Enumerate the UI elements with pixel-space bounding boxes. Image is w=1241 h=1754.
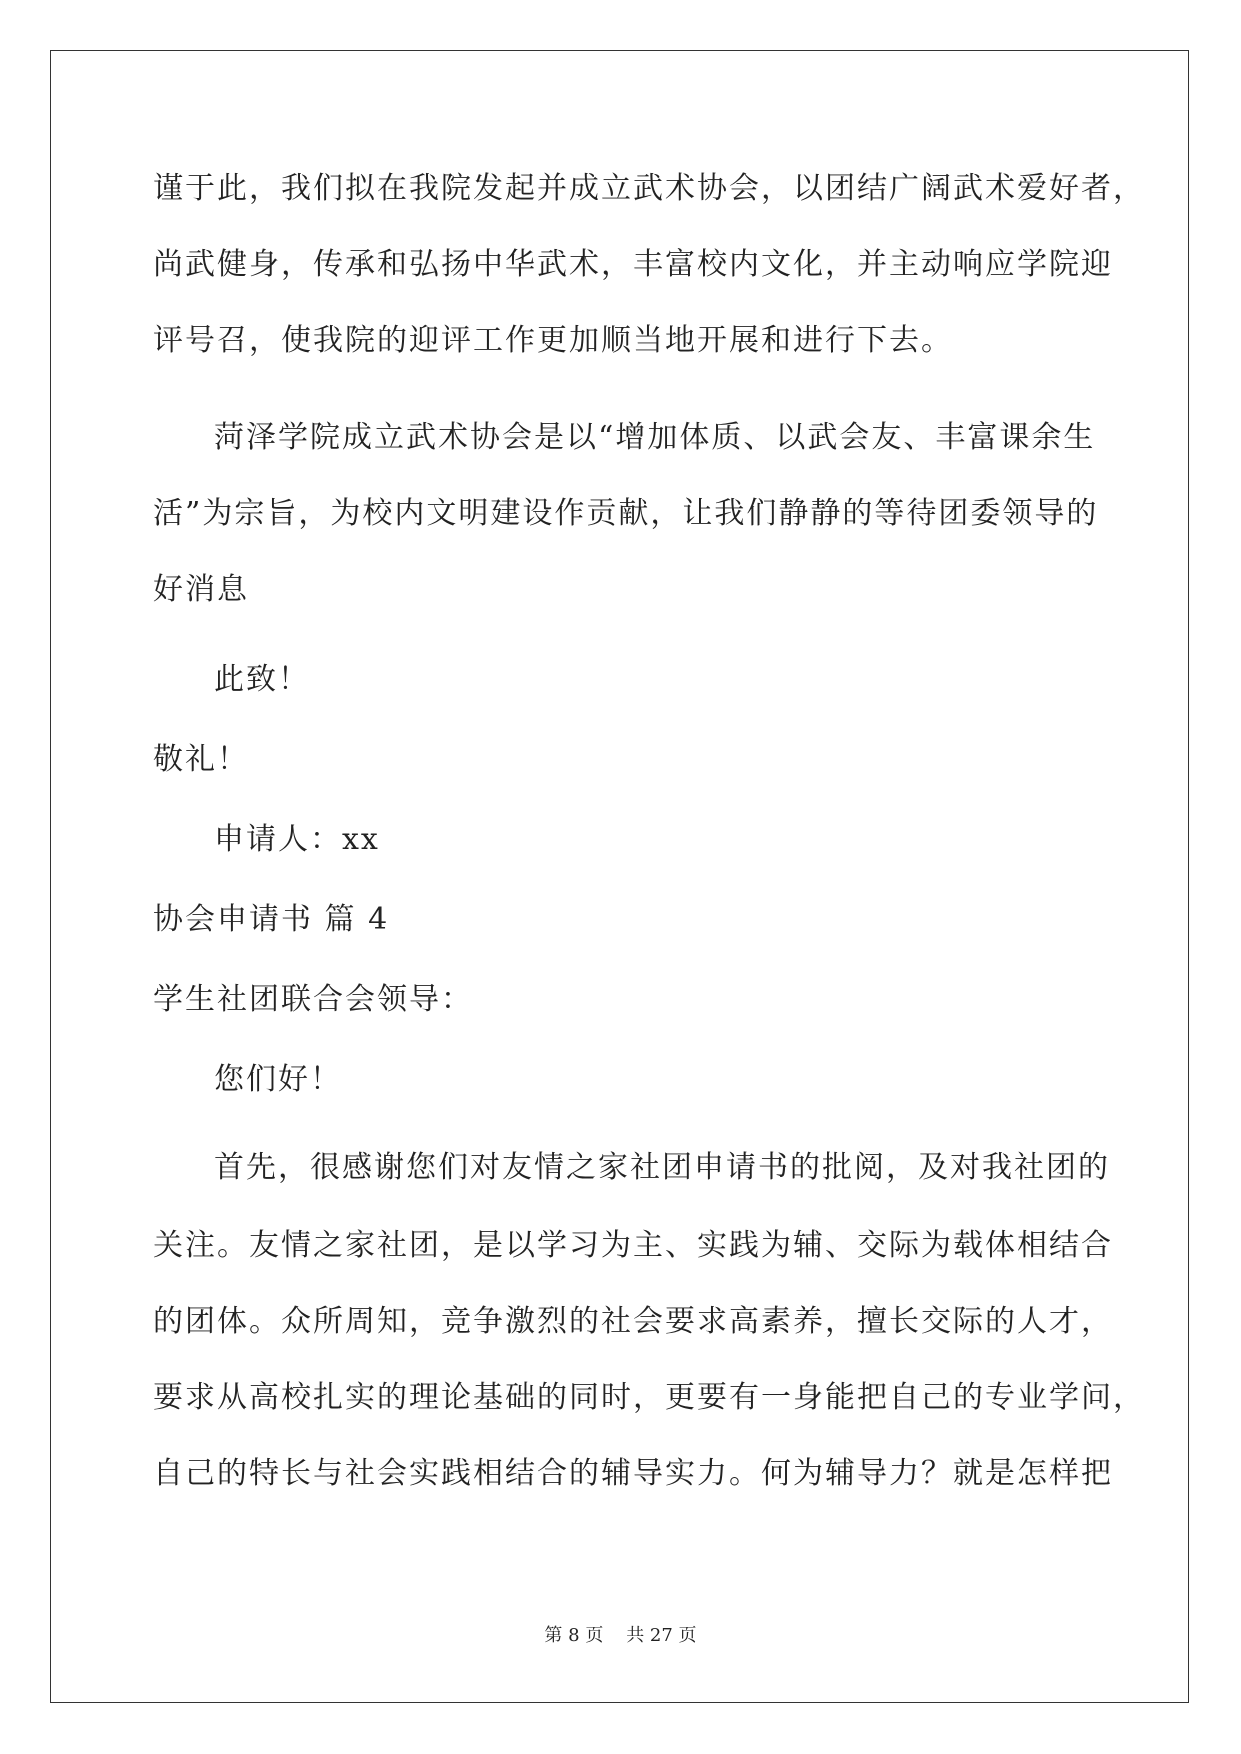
text-line-13: 首先，很感谢您们对友情之家社团申请书的批阅，及对我社团的 [214, 1150, 1110, 1185]
text-line-7: 此致！ [214, 662, 310, 697]
page-number-footer: 第 8 页 共 27 页 [544, 1625, 697, 1646]
text-line-8: 敬礼！ [153, 742, 249, 777]
greeting-line: 您们好！ [214, 1062, 342, 1097]
text-line-5: 活”为宗旨，为校内文明建设作贡献，让我们静静的等待团委领导的 [153, 496, 1099, 531]
text-line-2: 尚武健身，传承和弘扬中华武术，丰富校内文化，并主动响应学院迎 [153, 247, 1113, 282]
text-line-17: 自己的特长与社会实践相结合的辅导实力。何为辅导力？就是怎样把 [153, 1456, 1113, 1491]
text-line-16: 要求从高校扎实的理论基础的同时，更要有一身能把自己的专业学问， [153, 1380, 1145, 1415]
text-line-3: 评号召，使我院的迎评工作更加顺当地开展和进行下去。 [153, 323, 953, 358]
text-line-1: 谨于此，我们拟在我院发起并成立武术协会，以团结广阔武术爱好者， [153, 171, 1145, 206]
salutation-line: 学生社团联合会领导： [153, 982, 473, 1017]
section-heading: 协会申请书 篇 4 [153, 902, 390, 937]
text-line-15: 的团体。众所周知，竞争激烈的社会要求高素养，擅长交际的人才， [153, 1304, 1113, 1339]
text-line-6: 好消息 [153, 572, 249, 607]
text-line-4: 菏泽学院成立武术协会是以“增加体质、以武会友、丰富课余生 [214, 420, 1096, 455]
text-line-14: 关注。友情之家社团，是以学习为主、实践为辅、交际为载体相结合 [153, 1228, 1113, 1263]
applicant-line: 申请人：xx [214, 822, 380, 857]
